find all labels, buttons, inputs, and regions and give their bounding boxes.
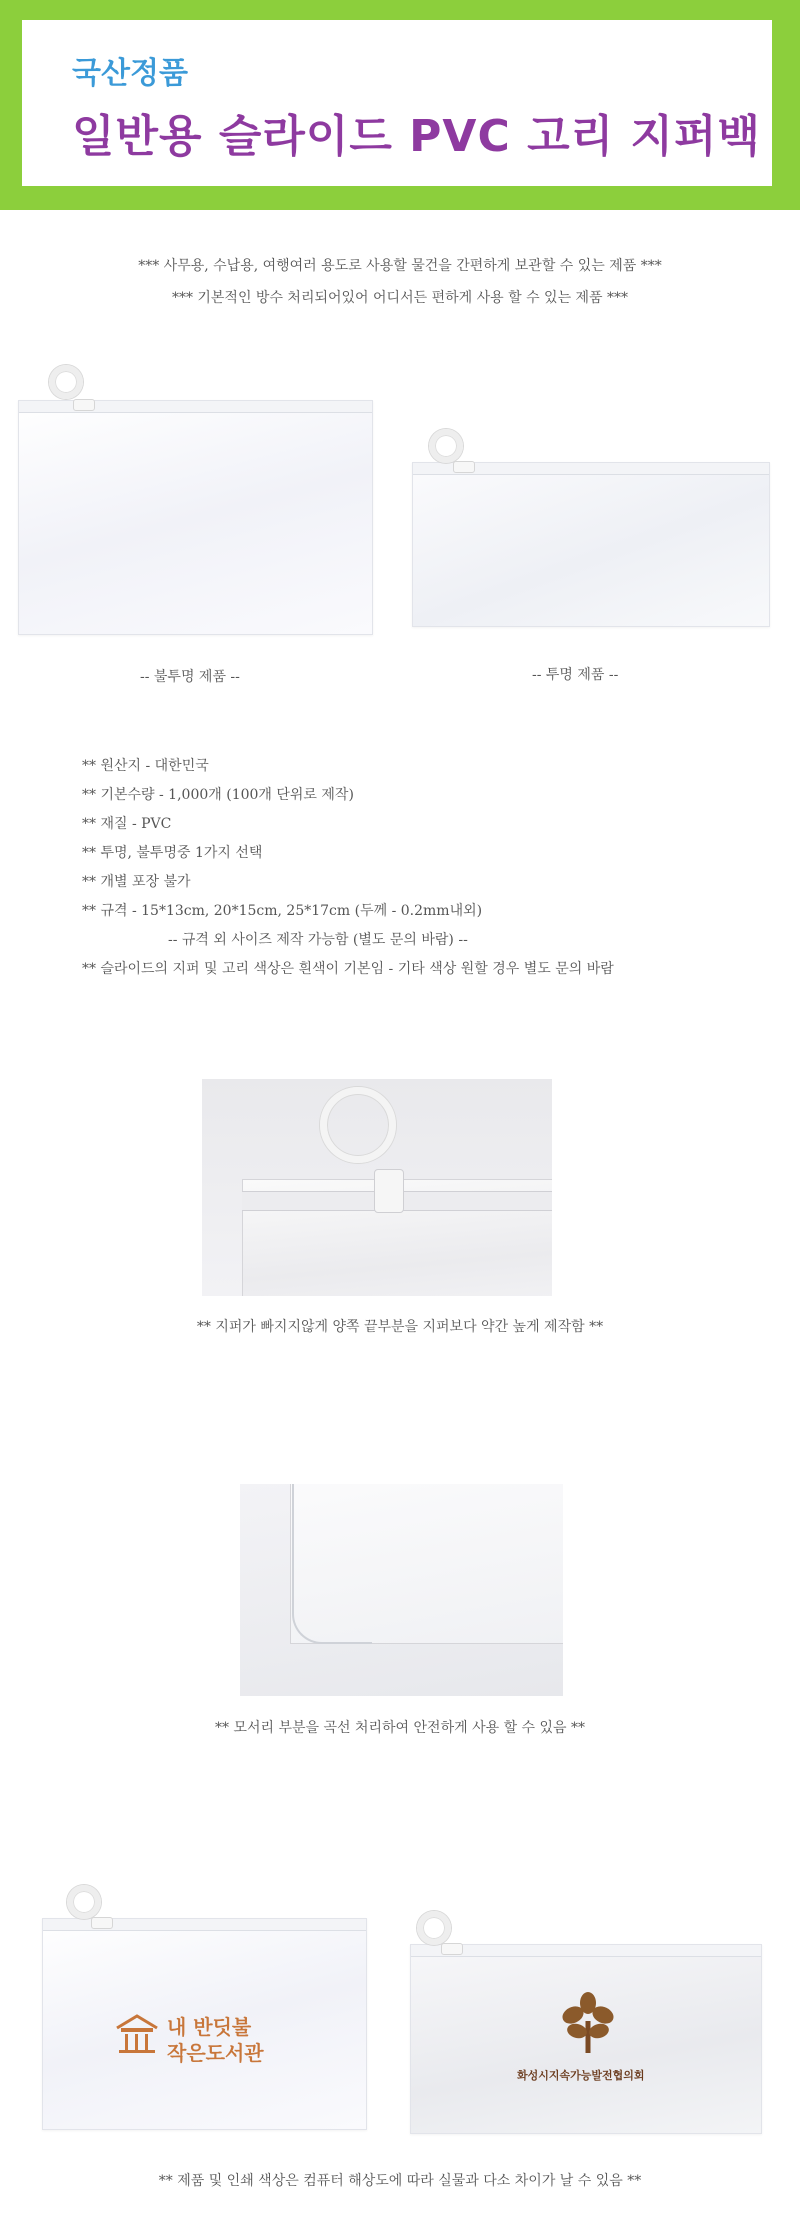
ring-icon (429, 429, 463, 463)
zipper-detail-photo (202, 1079, 552, 1296)
spec-item: ** 기본수량 - 1,000개 (100개 단위로 제작) (82, 787, 354, 803)
ring-icon (67, 1885, 101, 1919)
intro-line-2: *** 기본적인 방수 처리되어있어 어디서든 편하게 사용 할 수 있는 제품 *** (171, 290, 629, 306)
slider-icon (441, 1943, 463, 1955)
rounded-corner (292, 1484, 372, 1644)
opaque-bag-image (18, 400, 373, 635)
spec-item-note: -- 규격 외 사이즈 제작 가능함 (별도 문의 바람) -- (168, 932, 468, 948)
spec-list (82, 752, 614, 984)
spec-item: ** 투명, 불투명중 1가지 선택 (82, 845, 263, 861)
tree-logo-icon (559, 1991, 617, 2055)
clear-bag-image (412, 462, 770, 627)
spec-item: ** 원산지 - 대한민국 (82, 758, 209, 774)
library-logo-line2: 작은도서관 (167, 2041, 264, 2065)
clear-caption: -- 투명 제품 -- (532, 667, 619, 683)
opaque-caption: -- 불투명 제품 -- (140, 669, 240, 685)
header-subtitle: 국산정품 (72, 56, 188, 91)
ring-icon (417, 1911, 451, 1945)
slider-icon (91, 1917, 113, 1929)
spec-item: ** 슬라이드의 지퍼 및 고리 색상은 흰색이 기본임 - 기타 색상 원할 경우 별도 문의 바람 (82, 961, 614, 977)
sample-bag-council (410, 1944, 762, 2134)
ring-icon (49, 365, 83, 399)
zipper-detail-caption: ** 지퍼가 빠지지않게 양쪽 끝부분을 지퍼보다 약간 높게 제작함 ** (196, 1319, 604, 1335)
page-title: 일반용 슬라이드 PVC 고리 지퍼백 (72, 111, 761, 162)
slider-icon (374, 1169, 404, 1213)
header-banner (0, 0, 800, 210)
ring-icon (320, 1087, 396, 1163)
color-disclaimer: ** 제품 및 인쇄 색상은 컴퓨터 해상도에 따라 실물과 다소 차이가 날 수 있음 ** (158, 2173, 642, 2189)
slider-icon (73, 399, 95, 411)
zipper-strip (19, 401, 372, 413)
sample-bag-library (42, 1918, 367, 2130)
spec-item: ** 규격 - 15*13cm, 20*15cm, 25*17cm (두께 - 0.2mm내외) (82, 903, 483, 919)
intro-line-1: *** 사무용, 수납용, 여행여러 용도로 사용할 물건을 간편하게 보관할 수 있는 제품 *** (138, 258, 662, 274)
corner-detail-photo (240, 1484, 563, 1696)
council-logo-text: 화성시지속가능발전협의회 (517, 2069, 645, 2082)
spec-item: ** 재질 - PVC (82, 816, 172, 832)
header-box (22, 20, 772, 186)
corner-detail-caption: ** 모서리 부분을 곡선 처리하여 안전하게 사용 할 수 있음 ** (214, 1720, 586, 1736)
slider-icon (453, 461, 475, 473)
library-logo-line1: 내 반딧불 (167, 2015, 252, 2039)
zipper-strip (411, 1945, 761, 1957)
spec-item: ** 개별 포장 불가 (82, 874, 191, 890)
library-logo-icon (115, 2014, 159, 2054)
